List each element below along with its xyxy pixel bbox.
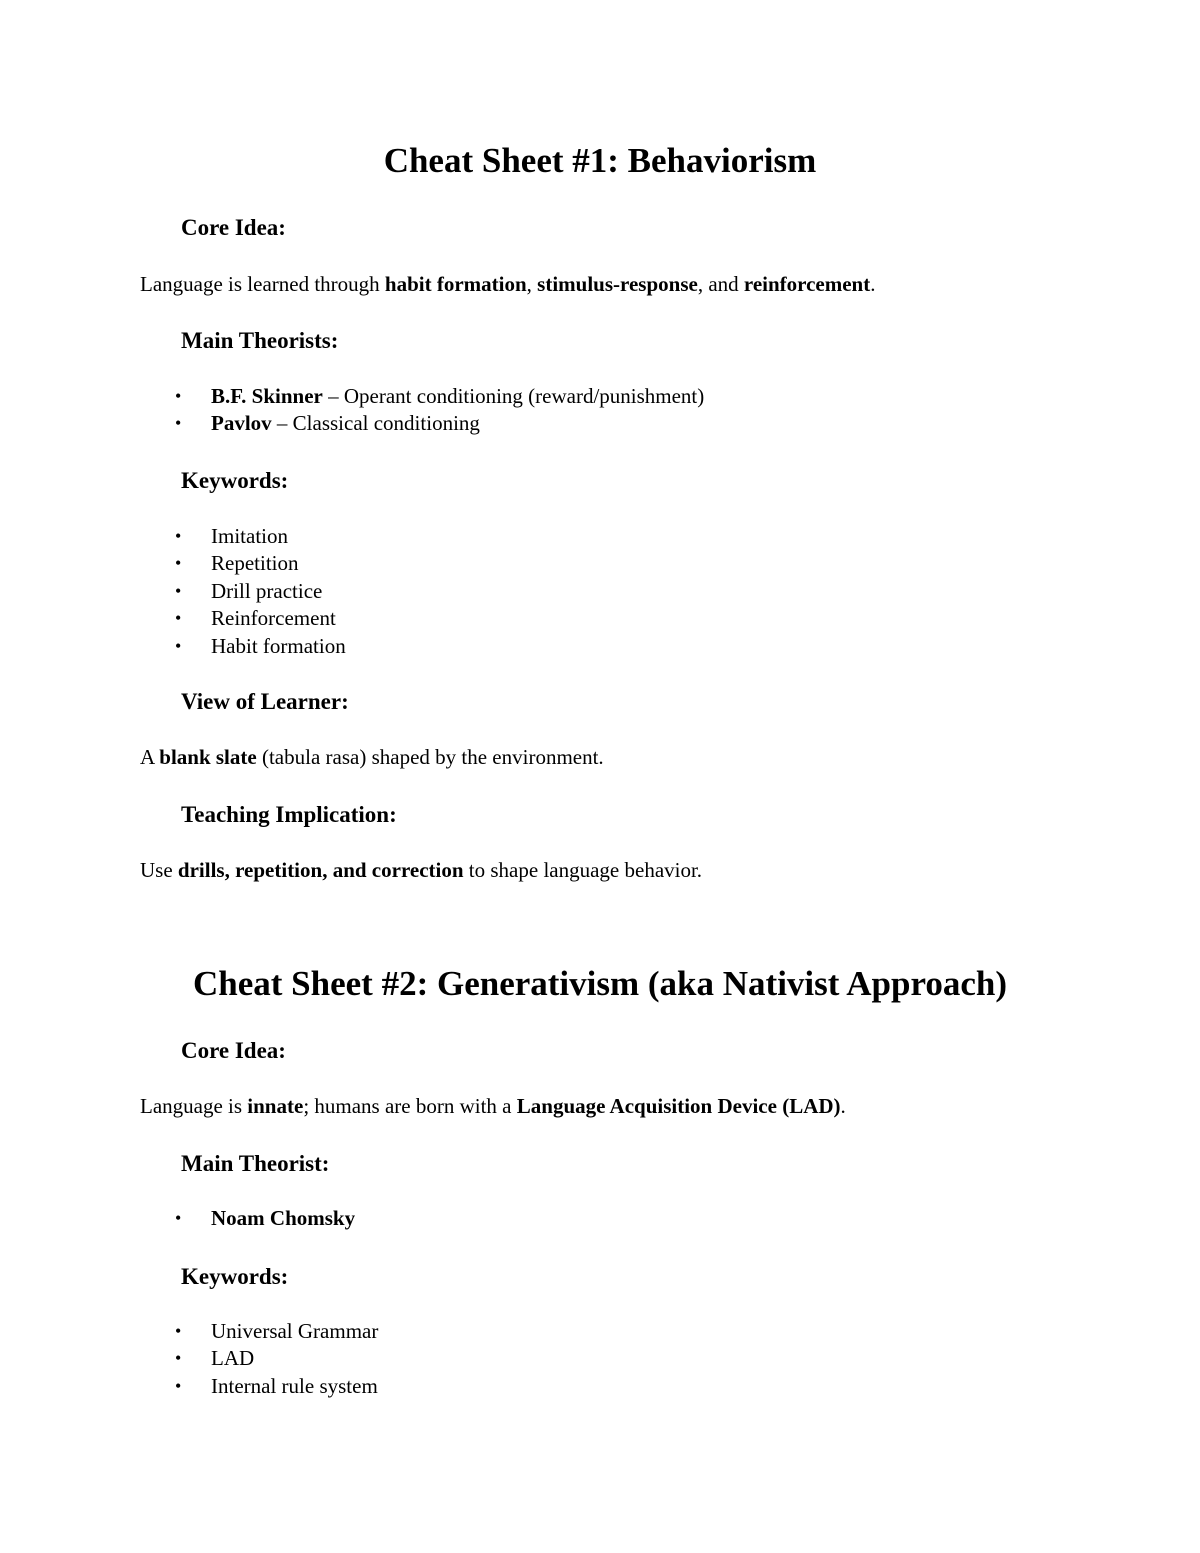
sheet1-teaching-text: Use drills, repetition, and correction to shape language behavior. — [140, 858, 703, 882]
bullet-icon: • — [175, 1321, 182, 1341]
bullet-icon: • — [175, 1375, 182, 1396]
bullet-icon: • — [175, 1208, 182, 1228]
sheet1-learner-text: A blank slate (tabula rasa) shaped by the environment. — [140, 745, 604, 769]
sheet1-core-heading: Core Idea: — [181, 215, 286, 240]
bullet-icon: • — [175, 608, 182, 629]
sheet1-title: Cheat Sheet #1: Behaviorism — [383, 141, 817, 180]
sheet2-keywords-heading: Keywords: — [181, 1264, 289, 1289]
sheet1-teaching-heading: Teaching Implication: — [181, 802, 397, 827]
sheet2-core-text: Language is innate; humans are born with a Language Acquisition Device (LAD). — [140, 1094, 846, 1118]
sheet2-title: Cheat Sheet #2: Generativism (aka Nativist Approach) — [192, 964, 1008, 1003]
bullet-icon: • — [175, 635, 182, 656]
bullet-icon: • — [175, 386, 182, 406]
document-page: Cheat Sheet #1: Behaviorism Core Idea: Language is learned through habit formation, stimulus-response, and reinforcement. Main Theorists: • B.F. Skinner – Operant conditioning (reward/punishment) • Pavlov – Classical conditioning Keywords: • Imitation • Repetition • Drill practice • Reinforcement • Habit formation View of Learner: A blank slate (tabula rasa) shaped by the environment. Teaching Implication: Use drills, repetition, and correction to shape language behavior. Cheat Sheet #2: Generativism (aka Nativist Approach) Core Idea: Language is innate; humans are born with a Language Acquisition Device (LAD). Main Theorist: • Noam Chomsky Keywords: • Universal Grammar • LAD • Internal rule system — [0, 0, 1200, 1553]
sheet2-theorist-heading: Main Theorist: — [181, 1151, 330, 1176]
sheet1-theorists-heading: Main Theorists: — [181, 328, 339, 353]
bullet-icon: • — [175, 526, 182, 546]
bullet-icon: • — [175, 1348, 182, 1369]
sheet2-core-heading: Core Idea: — [181, 1038, 286, 1063]
bullet-icon: • — [175, 553, 182, 574]
sheet1-learner-heading: View of Learner: — [181, 689, 349, 714]
sheet1-keywords-heading: Keywords: — [181, 468, 289, 493]
sheet1-core-text: Language is learned through habit formation, stimulus-response, and reinforcement. — [140, 272, 876, 296]
bullet-icon: • — [175, 580, 182, 601]
bullet-icon: • — [175, 413, 182, 434]
